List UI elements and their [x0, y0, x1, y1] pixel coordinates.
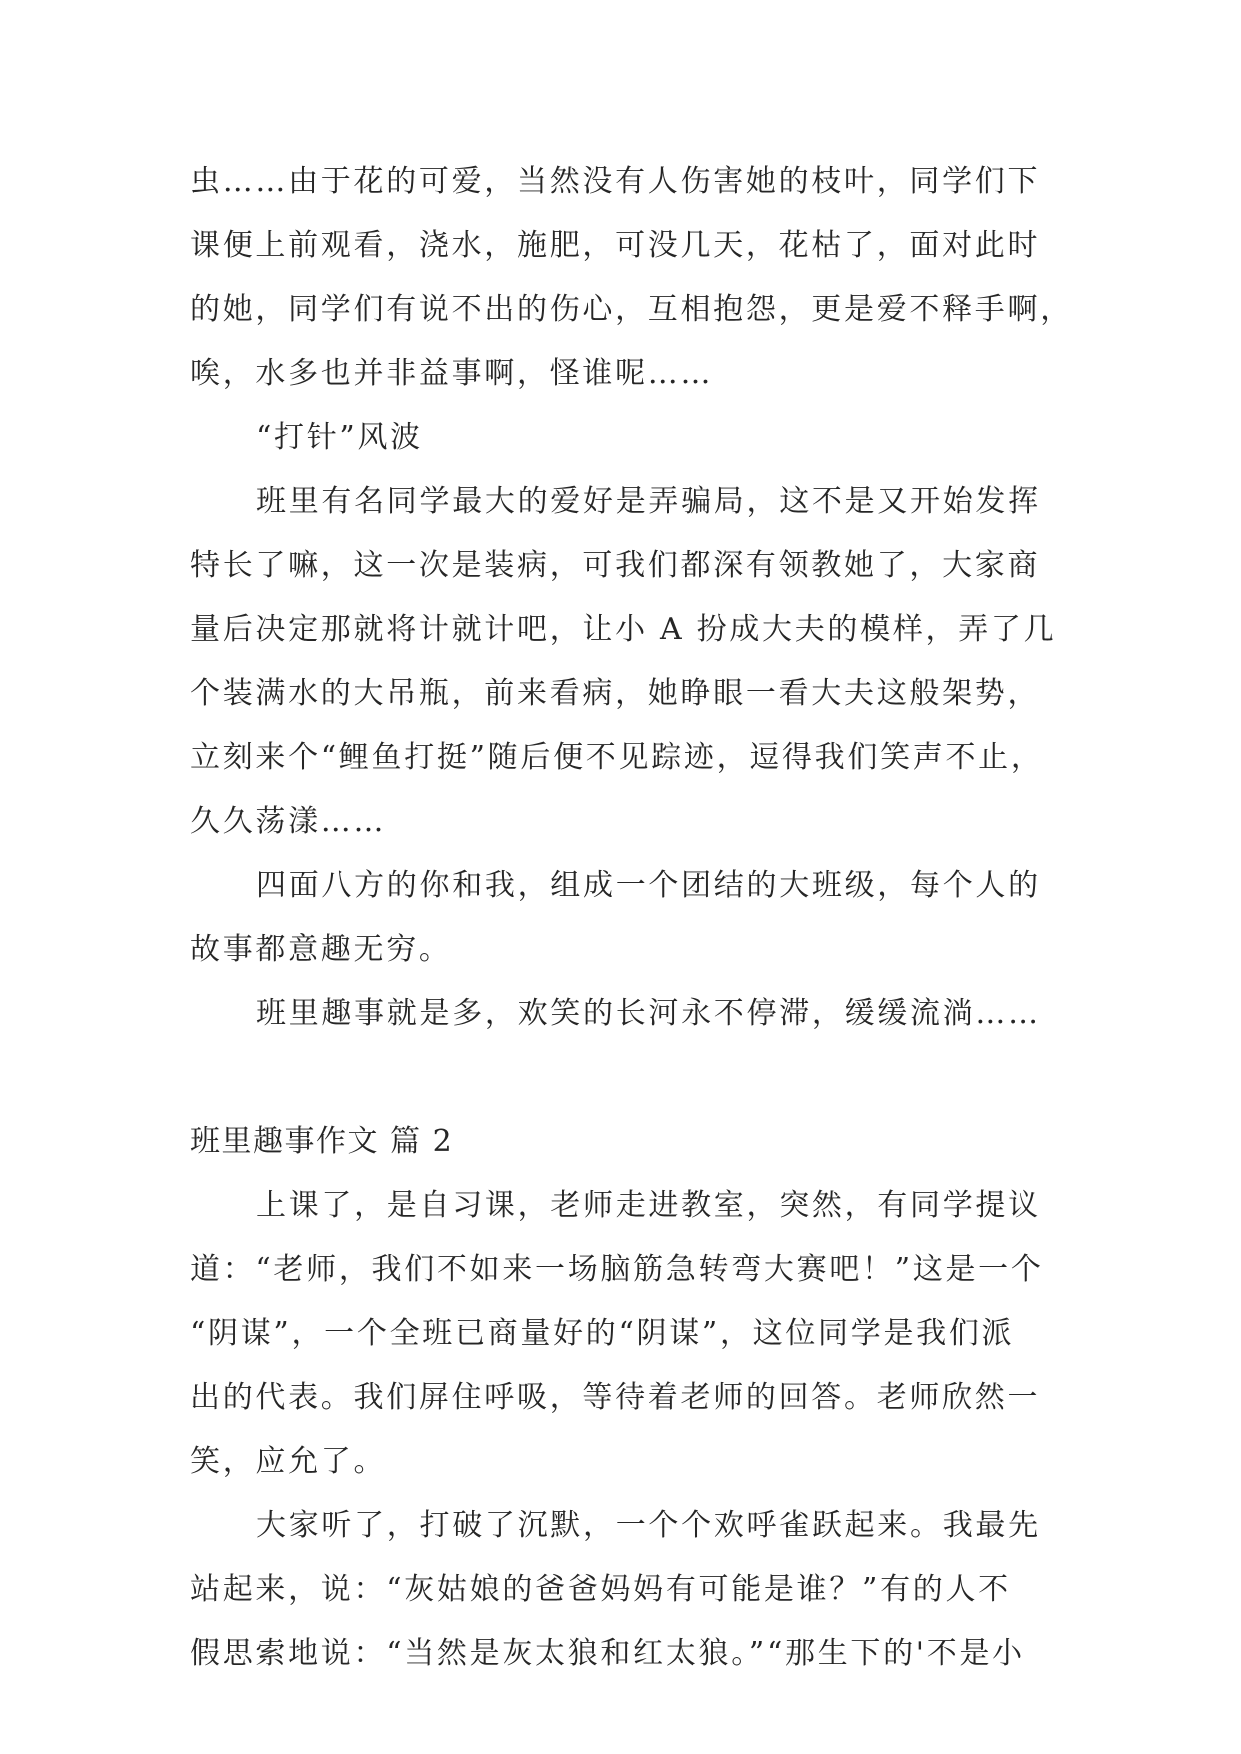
paragraph-line: 量后决定那就将计就计吧，让小 A 扮成大夫的模样，弄了几: [190, 612, 1057, 647]
paragraph-line: 笑，应允了。: [190, 1444, 387, 1479]
paragraph-line: 出的代表。我们屏住呼吸，等待着老师的回答。老师欣然一: [190, 1380, 1041, 1415]
paragraph-line: 假思索地说：“当然是灰太狼和红太狼。”“那生下的'不是小: [190, 1636, 1025, 1671]
article-title: 班里趣事作文 篇 2: [190, 1124, 454, 1159]
section-subheading: “打针”风波: [256, 420, 423, 455]
paragraph-line: 班里趣事就是多，欢笑的长河永不停滞，缓缓流淌……: [256, 996, 1041, 1031]
paragraph-line: 故事都意趣无穷。: [190, 932, 452, 967]
paragraph-line: 立刻来个“鲤鱼打挺”随后便不见踪迹，逗得我们笑声不止，: [190, 740, 1044, 775]
paragraph-line: 虫……由于花的可爱，当然没有人伤害她的枝叶，同学们下: [190, 164, 1041, 199]
paragraph-line: “阴谋”，一个全班已商量好的“阴谋”，这位同学是我们派: [190, 1316, 1015, 1351]
paragraph-line: 班里有名同学最大的爱好是弄骗局，这不是又开始发挥: [256, 484, 1041, 519]
paragraph-line: 上课了，是自习课，老师走进教室，突然，有同学提议: [256, 1188, 1041, 1223]
paragraph-line: 特长了嘛，这一次是装病，可我们都深有领教她了，大家商: [190, 548, 1041, 583]
paragraph-line: 大家听了，打破了沉默，一个个欢呼雀跃起来。我最先: [256, 1508, 1041, 1543]
paragraph-line: 站起来，说：“灰姑娘的爸爸妈妈有可能是谁？”有的人不: [190, 1572, 1011, 1607]
paragraph-line: 四面八方的你和我，组成一个团结的大班级，每个人的: [256, 868, 1041, 903]
paragraph-line: 唉，水多也并非益事啊，怪谁呢……: [190, 356, 714, 391]
paragraph-line: 个装满水的大吊瓶，前来看病，她睁眼一看大夫这般架势，: [190, 676, 1041, 711]
paragraph-line: 久久荡漾……: [190, 804, 387, 839]
paragraph-line: 道：“老师，我们不如来一场脑筋急转弯大赛吧！”这是一个: [190, 1252, 1044, 1287]
paragraph-line: 课便上前观看，浇水，施肥，可没几天，花枯了，面对此时: [190, 228, 1041, 263]
paragraph-line: 的她，同学们有说不出的伤心，互相抱怨，更是爱不释手啊，: [190, 292, 1073, 327]
